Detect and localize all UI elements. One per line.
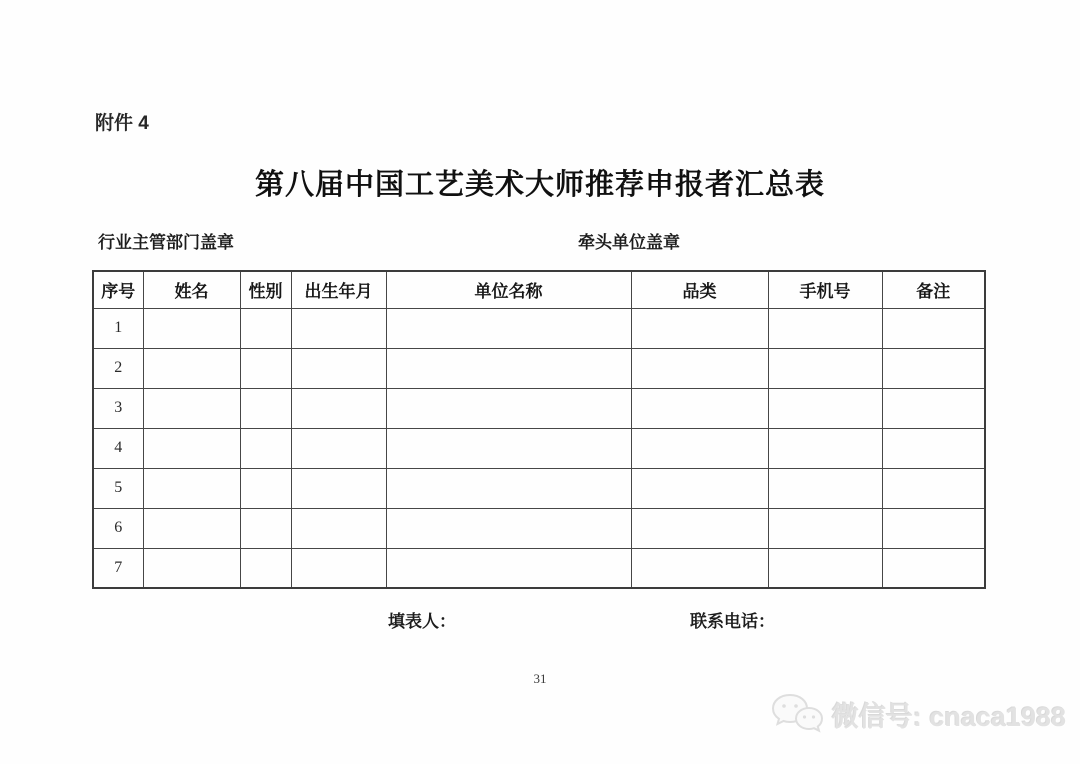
empty-cell — [291, 348, 386, 388]
empty-cell — [631, 308, 768, 348]
row-number-cell: 6 — [93, 508, 143, 548]
watermark-text: 微信号: cnaca1988 — [831, 701, 1066, 732]
empty-cell — [240, 428, 291, 468]
table-header-row — [93, 271, 985, 308]
row-number-cell: 2 — [93, 348, 143, 388]
empty-cell — [882, 548, 985, 588]
empty-cell — [882, 508, 985, 548]
empty-cell — [631, 428, 768, 468]
empty-cell — [386, 428, 631, 468]
wechat-icon — [770, 692, 824, 736]
table-row — [93, 548, 985, 588]
lead-unit-seal-label: 牵头单位盖章 — [578, 233, 680, 252]
industry-department-seal-label: 行业主管部门盖章 — [98, 233, 234, 252]
table-row — [93, 388, 985, 428]
column-header: 姓名 — [143, 271, 240, 308]
empty-cell — [143, 348, 240, 388]
empty-cell — [768, 468, 882, 508]
empty-cell — [882, 428, 985, 468]
empty-cell — [882, 388, 985, 428]
empty-cell — [882, 468, 985, 508]
empty-cell — [143, 308, 240, 348]
contact-phone-label: 联系电话： — [690, 612, 775, 631]
empty-cell — [291, 388, 386, 428]
empty-cell — [240, 388, 291, 428]
empty-cell — [631, 548, 768, 588]
watermark — [770, 692, 1066, 736]
form-filler-label: 填表人： — [388, 612, 456, 631]
row-number-cell: 1 — [93, 308, 143, 348]
empty-cell — [240, 308, 291, 348]
empty-cell — [631, 508, 768, 548]
empty-cell — [631, 348, 768, 388]
empty-cell — [143, 508, 240, 548]
empty-cell — [143, 388, 240, 428]
table-row — [93, 308, 985, 348]
table-row — [93, 508, 985, 548]
row-number-cell: 3 — [93, 388, 143, 428]
row-number-cell: 4 — [93, 428, 143, 468]
table-row — [93, 428, 985, 468]
empty-cell — [240, 548, 291, 588]
empty-cell — [240, 508, 291, 548]
row-number-cell: 5 — [93, 468, 143, 508]
empty-cell — [768, 548, 882, 588]
empty-cell — [240, 348, 291, 388]
empty-cell — [386, 548, 631, 588]
empty-cell — [291, 468, 386, 508]
empty-cell — [768, 508, 882, 548]
empty-cell — [291, 308, 386, 348]
empty-cell — [240, 468, 291, 508]
column-header: 单位名称 — [386, 271, 631, 308]
empty-cell — [386, 508, 631, 548]
attachment-label: 附件 4 — [95, 113, 149, 134]
empty-cell — [768, 388, 882, 428]
empty-cell — [291, 428, 386, 468]
page-number: 31 — [533, 671, 547, 686]
empty-cell — [768, 348, 882, 388]
row-number-cell: 7 — [93, 548, 143, 588]
summary-table — [92, 270, 986, 589]
empty-cell — [291, 548, 386, 588]
empty-cell — [631, 468, 768, 508]
empty-cell — [768, 428, 882, 468]
empty-cell — [631, 388, 768, 428]
empty-cell — [882, 348, 985, 388]
table-row — [93, 348, 985, 388]
empty-cell — [768, 308, 882, 348]
empty-cell — [143, 428, 240, 468]
column-header: 备注 — [882, 271, 985, 308]
empty-cell — [386, 468, 631, 508]
page-title: 第八届中国工艺美术大师推荐申报者汇总表 — [254, 169, 825, 201]
empty-cell — [291, 508, 386, 548]
empty-cell — [386, 308, 631, 348]
empty-cell — [386, 348, 631, 388]
empty-cell — [143, 548, 240, 588]
column-header: 序号 — [93, 271, 143, 308]
table-row — [93, 468, 985, 508]
empty-cell — [386, 388, 631, 428]
empty-cell — [882, 308, 985, 348]
column-header: 品类 — [631, 271, 768, 308]
column-header: 手机号 — [768, 271, 882, 308]
column-header: 性别 — [240, 271, 291, 308]
empty-cell — [143, 468, 240, 508]
column-header: 出生年月 — [291, 271, 386, 308]
